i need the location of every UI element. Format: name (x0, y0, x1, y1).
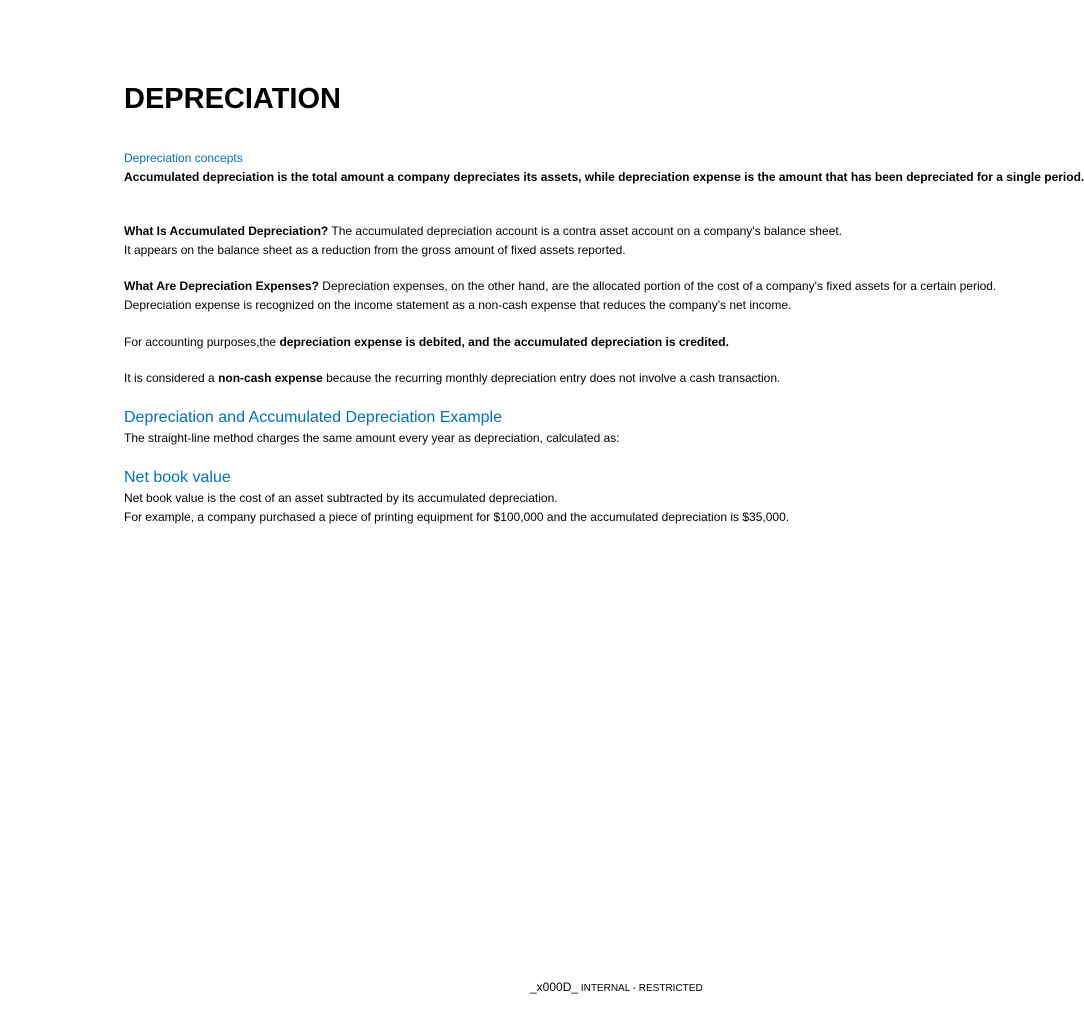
expenses-text: Depreciation expenses, on the other hand, are the allocated portion of the cost of a company's fixed assets for a certain period. (318, 279, 997, 293)
noncash-paragraph (124, 370, 780, 386)
noncash-prefix: It is considered a (124, 371, 219, 385)
noncash-bold: non-cash expense (218, 371, 323, 385)
net-book-value-line2: For example, a company purchased a piece of printing equipment for $100,000 and the accumulated depreciation is $35,000. (124, 510, 790, 524)
accumulated-lead: What Is Accumulated Depreciation? (124, 224, 329, 238)
page-footer (530, 980, 703, 996)
page-title: DEPRECIATION (124, 83, 341, 115)
accounting-paragraph (124, 334, 729, 350)
document-body (124, 0, 1084, 1024)
accounting-bold: depreciation expense is debited, and the accumulated depreciation is credited. (279, 335, 729, 349)
net-book-value-heading: Net book value (124, 469, 231, 486)
accumulated-text: The accumulated depreciation account is a contra asset account on a company's balance sheet. (328, 224, 842, 238)
footer-classification: INTERNAL - RESTRICTED (578, 983, 703, 994)
example-text: The straight-line method charges the same amount every year as depreciation, calculated as: (124, 431, 620, 445)
concepts-intro-text: Accumulated depreciation is the total amount a company depreciates its assets, while depreciation expense is the amount that has been depreciated for a single period. (124, 170, 1084, 184)
example-heading: Depreciation and Accumulated Depreciation Example (124, 409, 502, 426)
noncash-suffix: because the recurring monthly depreciation entry does not involve a cash transaction. (322, 371, 781, 385)
footer-marker: _x000D_ (530, 980, 579, 994)
concepts-label: Depreciation concepts (124, 151, 243, 165)
expenses-line2: Depreciation expense is recognized on the income statement as a non-cash expense that reduces the company's net income. (124, 298, 792, 312)
accumulated-paragraph (124, 223, 842, 239)
accumulated-line2: It appears on the balance sheet as a reduction from the gross amount of fixed assets reported. (124, 243, 626, 257)
net-book-value-line1: Net book value is the cost of an asset subtracted by its accumulated depreciation. (124, 491, 558, 505)
expenses-paragraph (124, 278, 996, 294)
concepts-intro (124, 169, 1084, 185)
expenses-lead: What Are Depreciation Expenses? (124, 279, 319, 293)
accounting-prefix: For accounting purposes,the (124, 335, 280, 349)
